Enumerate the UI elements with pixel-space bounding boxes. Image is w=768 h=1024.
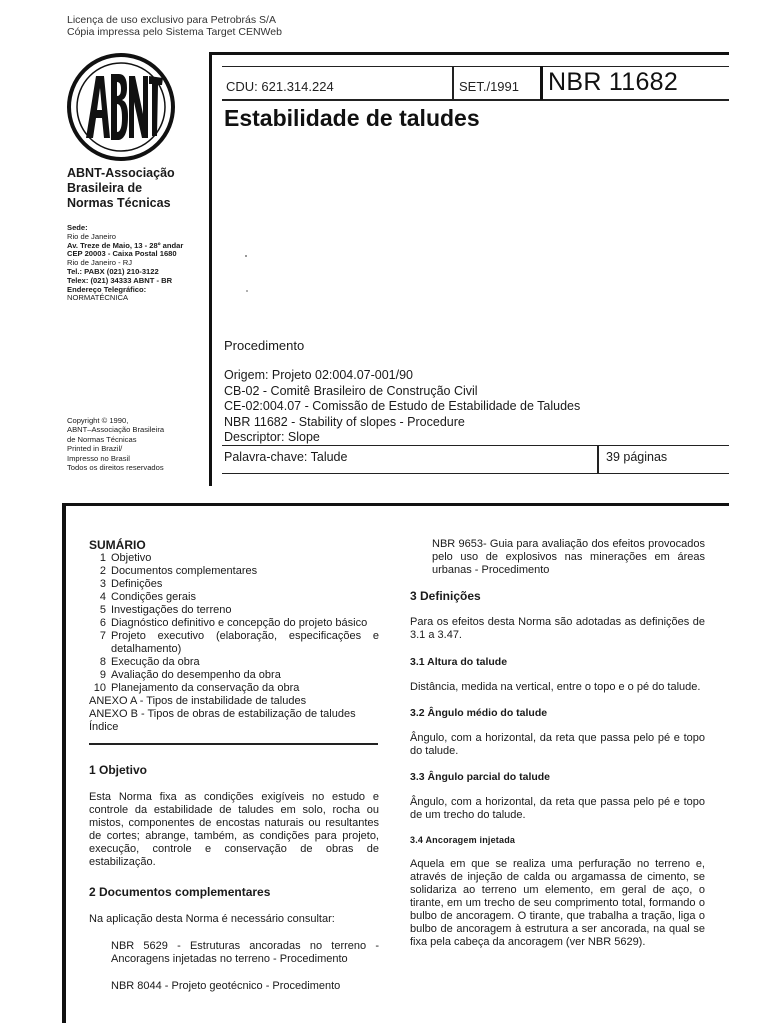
definition-3-3-text: Ângulo, com a horizontal, da reta que passa pelo pé e topo de um trecho do talude.: [410, 796, 705, 821]
keyword-top-rule: [222, 445, 729, 446]
body-frame-horizontal-rule: [62, 503, 729, 506]
publication-date: SET./1991: [459, 79, 519, 94]
summary-divider: [89, 743, 378, 745]
cdu-code: CDU: 621.314.224: [226, 79, 334, 94]
summary-annex-b: ANEXO B - Tipos de obras de estabilização de taludes: [89, 708, 356, 720]
header-separator-2: [540, 66, 543, 100]
address-sede-label: Sede:: [67, 223, 88, 232]
origin-line-4: NBR 11682 - Stability of slopes - Procedure: [224, 414, 465, 429]
copyright-line-2: ABNT–Associação Brasileira: [67, 425, 165, 435]
license-line-1: Licença de uso exclusivo para Petrobrás S/A: [67, 14, 276, 26]
address-line-3: CEP 20003 - Caixa Postal 1680: [67, 249, 177, 259]
definition-3-4-text: Aquela em que se realiza uma perfuração no terreno e, através de injeção de calda ou argamassa de cimento, se solidariza ao terreno um elemento, em geral de aço, o tirante, em um trecho de seu comprimento total, formando o bulbo de ancoragem. O tirante, que trabalha a tração, liga o bulbo de ancoragem à estrutura a ser ancorada, na qual se fixa pela cabeça da ancoragem (ver NBR 5629).: [410, 858, 705, 948]
address-line-5: Tel.: PABX (021) 210-3122: [67, 266, 159, 276]
definition-3-2-text: Ângulo, com a horizontal, da reta que passa pelo pé e topo do talude.: [410, 732, 705, 757]
origin-line-5: Descriptor: Slope: [224, 430, 320, 444]
section-3-intro: Para os efeitos desta Norma são adotadas as definições de 3.1 a 3.47.: [410, 616, 705, 641]
address-line-1: Rio de Janeiro: [67, 231, 116, 241]
summary-index: Índice: [89, 721, 119, 733]
summary-list: [89, 552, 379, 734]
summary-item: 10 Planejamento da conservação da obra: [93, 682, 300, 694]
section-2-heading: 2 Documentos complementares: [89, 884, 271, 899]
address-line-8: NORMATÉCNICA: [67, 293, 129, 303]
origin-line-2: CB-02 - Comitê Brasileiro de Construção Civil: [224, 383, 478, 398]
definition-3-1-title: 3.1 Altura do talude: [410, 656, 508, 668]
speck: [245, 255, 247, 257]
reference-nbr-9653: NBR 9653- Guia para avaliação dos efeitos provocados pelo uso de explosivos nas minerações em áreas urbanas - Procedimento: [432, 538, 705, 576]
left-column: [89, 538, 379, 993]
definition-3-3-title: 3.3 Ângulo parcial do talude: [410, 771, 551, 783]
document-type: Procedimento: [224, 338, 305, 353]
keyword-separator: [597, 445, 599, 473]
header-frame-vertical-rule: [209, 52, 212, 486]
copyright-line-6: Todos os direitos reservados: [67, 463, 164, 473]
org-name: [67, 166, 207, 211]
copyright-line-3: de Normas Técnicas: [67, 434, 137, 444]
header-underline: [222, 99, 729, 101]
address-line-7: Endereço Telegráfico:: [67, 284, 147, 294]
license-notice: [67, 14, 282, 38]
body-frame-vertical-rule: [62, 503, 66, 1023]
page-count: 39 páginas: [606, 450, 668, 464]
standard-number: NBR 11682: [548, 68, 679, 96]
section-2-intro: Na aplicação desta Norma é necessário consultar:: [89, 912, 335, 925]
keyword: Palavra-chave: Talude: [224, 450, 348, 464]
summary-title: SUMÁRIO: [89, 538, 146, 552]
section-1-body: Esta Norma fixa as condições exigíveis no estudo e controle da estabilidade de taludes em solo, rocha ou mistos, componentes de encostas naturais ou resultantes de cortes; abrange, também, as condições para projeto, execução, controle e conservação de obras de estabilização.: [89, 790, 379, 868]
copyright-line-5: Impresso no Brasil: [67, 453, 130, 463]
summary-item: 2 Documentos complementares: [99, 565, 258, 577]
summary-item: 8 Execução da obra: [99, 656, 200, 668]
reference-nbr-8044: NBR 8044 - Projeto geotécnico - Procedimento: [111, 979, 341, 992]
summary-item: 7 Projeto executivo (elaboração, especificações e detalhamento): [99, 630, 379, 655]
definition-3-2-title: 3.2 Ângulo médio do talude: [410, 707, 548, 719]
summary-item: 4 Condições gerais: [99, 591, 196, 603]
summary-item: 6 Diagnóstico definitivo e concepção do projeto básico: [99, 617, 368, 629]
address-line-4: Rio de Janeiro - RJ: [67, 258, 132, 268]
summary-item: 5 Investigações do terreno: [99, 604, 232, 616]
summary-item: 3 Definições: [99, 578, 163, 590]
summary-annex-a: ANEXO A - Tipos de instabilidade de taludes: [89, 695, 307, 707]
right-column: [410, 538, 705, 949]
org-name-line-1: ABNT-Associação: [67, 166, 175, 180]
summary-item: 9 Avaliação do desempenho da obra: [99, 669, 281, 681]
section-3-heading: 3 Definições: [410, 589, 481, 603]
abnt-logo: [66, 52, 176, 162]
header-frame-horizontal-rule: [209, 52, 729, 55]
origin-line-3: CE-02:004.07 - Comissão de Estudo de Estabilidade de Taludes: [224, 399, 581, 413]
definition-3-4-title: 3.4 Ancoragem injetada: [410, 835, 516, 845]
org-name-line-3: Normas Técnicas: [67, 196, 171, 210]
reference-nbr-5629: NBR 5629 - Estruturas ancoradas no terreno - Ancoragens injetadas no terreno - Procedimento: [111, 939, 379, 965]
keyword-bottom-rule: [222, 473, 729, 474]
header-top-thin-rule: [222, 66, 729, 67]
org-name-line-2: Brasileira de: [67, 181, 143, 195]
document-title: Estabilidade de taludes: [224, 105, 480, 131]
copyright-line-1: Copyright © 1990,: [67, 416, 129, 425]
address-block: [67, 224, 217, 303]
section-1-heading: 1 Objetivo: [89, 762, 148, 777]
address-line-6: Telex: (021) 34333 ABNT - BR: [67, 275, 173, 285]
definition-3-1-text: Distância, medida na vertical, entre o topo e o pé do talude.: [410, 681, 701, 693]
summary-item: 1 Objetivo: [99, 552, 152, 564]
speck: [246, 290, 248, 292]
license-line-2: Cópia impressa pelo Sistema Target CENWeb: [67, 26, 282, 38]
address-line-2: Av. Treze de Maio, 13 - 28º andar: [67, 240, 184, 250]
copyright-line-4: Printed in Brazil/: [67, 444, 123, 454]
origin-block: [224, 368, 580, 446]
header-separator-1: [452, 66, 454, 100]
copyright-block: [67, 416, 217, 472]
origin-line-1: Origem: Projeto 02:004.07-001/90: [224, 368, 414, 382]
